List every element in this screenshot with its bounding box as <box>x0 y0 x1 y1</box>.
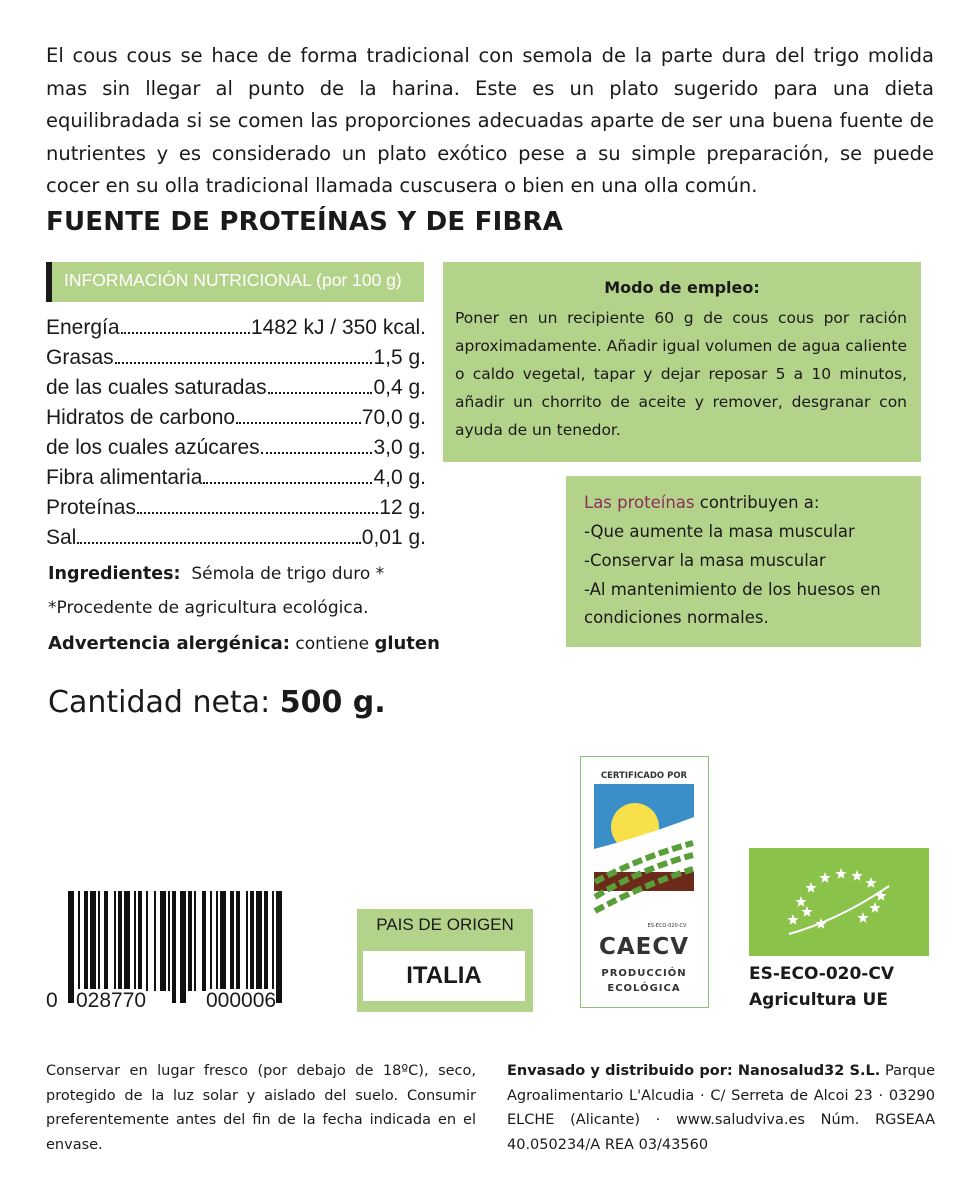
caecv-code-text: ES-ECO-020-CV <box>647 923 687 929</box>
dot-leader <box>121 332 250 334</box>
barcode-bar <box>216 891 218 991</box>
nutrient-label: Proteínas <box>46 496 136 519</box>
distributor-label: Envasado y distribuido por: Nanosalud32 S.L. <box>507 1063 881 1079</box>
caecv-line2: ECOLÓGICA <box>607 983 681 994</box>
net-quantity-label: Cantidad neta: <box>48 685 271 720</box>
barcode-group: 000006 <box>206 989 277 1012</box>
nutrient-label: Hidratos de carbono <box>46 406 236 429</box>
dot-leader <box>77 542 360 544</box>
protein-claim: -Conservar la masa muscular <box>584 551 826 570</box>
usage-panel <box>443 262 921 462</box>
ingredients <box>48 564 384 584</box>
nutrition-row <box>46 400 426 430</box>
barcode-bar <box>98 891 100 991</box>
origin-value-box <box>363 951 525 1001</box>
eu-organic-code <box>749 961 894 1013</box>
ingredients-note: *Procedente de agricultura ecológica. <box>48 598 369 618</box>
dot-leader <box>261 452 373 454</box>
nutrient-label: Sal <box>46 526 77 549</box>
nutrient-value: 0,4 g. <box>373 376 426 399</box>
barcode-bar <box>134 891 136 991</box>
barcode-bar <box>154 891 156 991</box>
barcode-bar <box>276 891 282 1003</box>
origin-value: ITALIA <box>406 962 482 989</box>
caecv-name: CAECV <box>598 934 690 960</box>
nutrient-label: Fibra alimentaria <box>46 466 203 489</box>
barcode-bar <box>202 891 206 991</box>
barcode-bar <box>118 891 122 991</box>
dot-leader <box>268 392 373 394</box>
barcode-bar <box>272 891 274 991</box>
protein-claim: condiciones normales. <box>584 608 769 627</box>
dot-leader <box>137 512 378 514</box>
barcode-bar <box>84 891 88 991</box>
nutrition-header-label: INFORMACIÓN NUTRICIONAL (por 100 g) <box>64 270 402 290</box>
origin-panel <box>357 909 533 1012</box>
barcode-bar <box>146 891 148 991</box>
nutrient-value: 3,0 g. <box>373 436 426 459</box>
dot-leader <box>236 422 361 424</box>
eu-agriculture-origin: Agricultura UE <box>749 990 888 1010</box>
ingredients-text: Sémola de trigo duro * <box>191 564 385 584</box>
barcode-bar <box>114 891 116 991</box>
caecv-line1: PRODUCCIÓN <box>601 968 687 979</box>
caecv-certification-logo <box>580 756 709 1008</box>
barcode-bar <box>168 891 170 991</box>
nutrient-value: 0,01 g. <box>361 526 426 549</box>
protein-claims-intro <box>584 493 819 512</box>
barcode-bar <box>246 891 248 991</box>
allergen-warning <box>48 633 440 654</box>
barcode <box>46 891 340 1017</box>
nutrition-row <box>46 340 426 370</box>
nutrition-row <box>46 370 426 400</box>
protein-highlight: Las proteínas <box>584 493 695 512</box>
nutrient-value: 12 g. <box>379 496 426 519</box>
barcode-bar <box>236 891 240 991</box>
barcode-group: 028770 <box>76 989 147 1012</box>
barcode-bar <box>256 891 262 991</box>
nutrient-value: 1482 kJ / 350 kcal. <box>250 316 426 339</box>
barcode-bar <box>250 891 254 991</box>
protein-claims-panel <box>566 476 921 647</box>
barcode-bars <box>68 891 320 1003</box>
barcode-bar <box>194 891 196 991</box>
allergen-label: Advertencia alergénica: <box>48 633 291 654</box>
distributor-text: Parque Agroalimentario L'Alcudia · C/ Serreta de Alcoi 23 · 03290 ELCHE (Alicante) · www.saludviva.es Núm. RGSEAA 40.050234/A REA 03/43560 <box>507 1063 936 1153</box>
distributor-info <box>507 1059 935 1157</box>
nutrition-table <box>46 310 426 550</box>
nutrition-header <box>46 262 424 302</box>
nutrient-label: Energía <box>46 316 120 339</box>
barcode-bar <box>220 891 226 991</box>
barcode-bar <box>124 891 130 991</box>
protein-claim: -Que aumente la masa muscular <box>584 522 855 541</box>
nutrient-label: de los cuales azúcares <box>46 436 260 459</box>
barcode-bar <box>104 891 108 991</box>
nutrition-row <box>46 310 426 340</box>
nutrition-row <box>46 460 426 490</box>
protein-intro: contribuyen a: <box>694 493 820 512</box>
barcode-bar <box>230 891 234 991</box>
barcode-bar <box>180 891 186 1003</box>
barcode-bar <box>188 891 192 991</box>
claim-headline: FUENTE DE PROTEÍNAS Y DE FIBRA <box>46 207 564 237</box>
storage-instructions: Conservar en lugar fresco (por debajo de 18ºC), seco, protegido de la luz solar y aislado del suelo. Consumir preferentemente antes del fin de la fecha indicada en el envase. <box>46 1063 476 1153</box>
usage-title: Modo de empleo: <box>604 278 760 297</box>
ingredients-label: Ingredientes: <box>48 564 181 584</box>
eu-leaf-background <box>749 848 929 956</box>
dot-leader <box>203 482 372 484</box>
barcode-bar <box>90 891 96 991</box>
nutrient-value: 70,0 g. <box>361 406 426 429</box>
barcode-bar <box>68 891 74 1003</box>
nutrient-value: 1,5 g. <box>373 346 426 369</box>
product-description: El cous cous se hace de forma tradicional con semola de la parte dura del trigo molida mas sin llegar al punto de la harina. Este es un plato sugerido para una dieta equilibradada si se comen las proporciones adecuadas aparte de ser una buena fuente de nutrientes y es considerado un plato exótico pese a su simple preparación, se puede cocer en su olla tradicional llamada cuscusera o bien en una olla común. <box>46 44 934 197</box>
caecv-top-text: CERTIFICADO POR <box>600 771 688 781</box>
dot-leader <box>115 362 373 364</box>
nutrient-label: de las cuales saturadas <box>46 376 267 399</box>
origin-label: PAIS DE ORIGEN <box>376 915 514 934</box>
barcode-bar <box>264 891 268 991</box>
allergen-name: gluten <box>374 633 440 654</box>
barcode-bar <box>172 891 176 1003</box>
barcode-bar <box>160 891 166 991</box>
barcode-bar <box>78 891 80 1003</box>
net-quantity <box>48 685 386 720</box>
nutrient-value: 4,0 g. <box>373 466 426 489</box>
caecv-logo-graphic <box>581 757 707 1006</box>
nutrition-row <box>46 490 426 520</box>
barcode-digit: 0 <box>46 989 58 1012</box>
eu-code-value: ES-ECO-020-CV <box>749 964 894 984</box>
eu-organic-leaf-logo <box>749 848 929 956</box>
nutrition-row <box>46 430 426 460</box>
usage-text: Poner en un recipiente 60 g de cous cous por ración aproximadamente. Añadir igual volumen de agua caliente o caldo vegetal, tapar y dejar reposar 5 a 10 minutos, añadir un chorrito de aceite y remover, desgranar con ayuda de un tenedor. <box>455 309 907 439</box>
nutrient-label: Grasas <box>46 346 114 369</box>
net-quantity-value: 500 g. <box>279 685 386 720</box>
barcode-bar <box>210 891 212 991</box>
nutrition-row <box>46 520 426 550</box>
protein-claim: -Al mantenimiento de los huesos en <box>584 580 881 599</box>
barcode-bar <box>138 891 142 991</box>
allergen-text: contiene <box>295 634 370 654</box>
